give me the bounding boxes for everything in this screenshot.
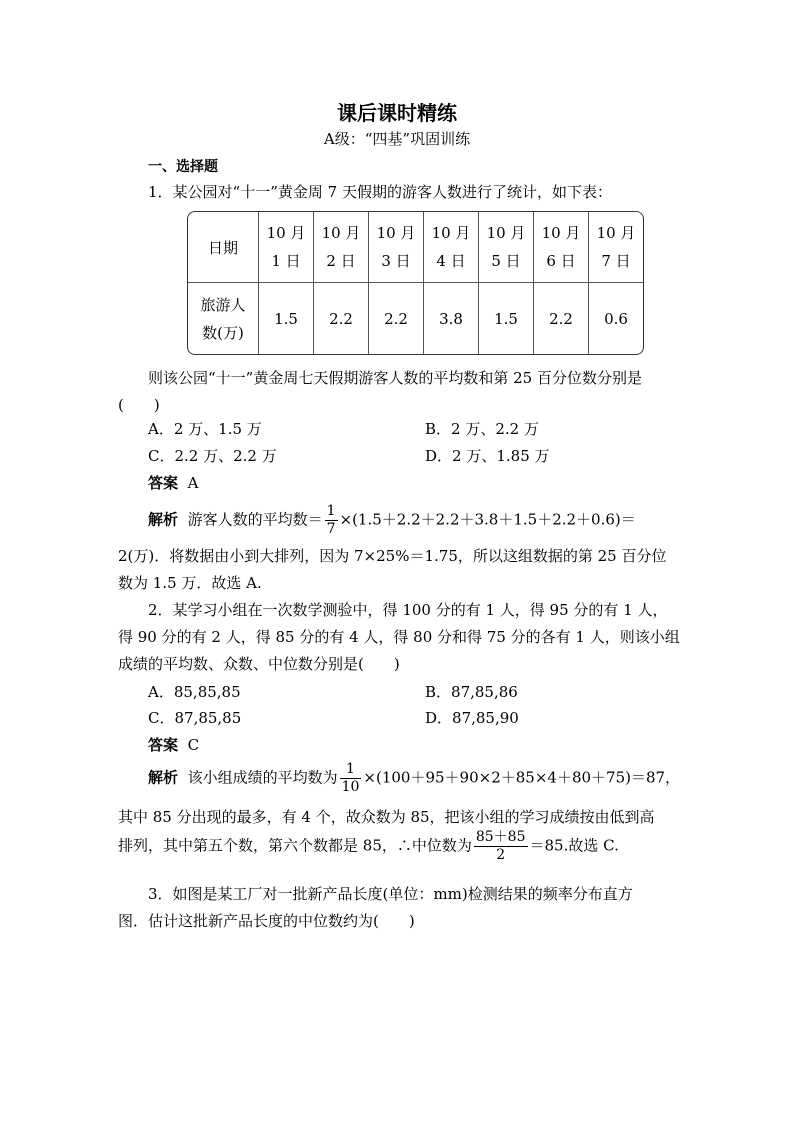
q1-analysis-line3: 数为 1.5 万．故选 A.	[118, 574, 262, 592]
table-cell: 2.2	[314, 283, 369, 354]
table-cell: 1.5	[259, 283, 314, 354]
table-cell: 1.5	[479, 283, 534, 354]
q1-option-c: C．2.2 万、2.2 万	[148, 447, 277, 465]
q1-ask-line1: 则该公园“十一”黄金周七天假期游客人数的平均数和第 25 百分位数分别是	[148, 369, 642, 387]
q2-answer	[148, 734, 199, 755]
table-cell: 2.2	[369, 283, 424, 354]
table-cell: 10 月 6 日	[534, 212, 589, 283]
analysis-label: 解析	[148, 510, 179, 529]
q1-ask-line2: ( )	[118, 396, 160, 414]
answer-label: 答案	[148, 736, 179, 754]
table-cell: 10 月 5 日	[479, 212, 534, 283]
q3-line2: 图．估计这批新产品长度的中位数约为( )	[118, 912, 415, 930]
answer-label: 答案	[148, 474, 179, 492]
q1-analysis-line1: 解析 游客人数的平均数＝ $\frac{1}{7}$ ×(1.5＋2.2＋2.2＋3.8＋1.5＋2.2＋0.6)＝	[148, 503, 636, 537]
table-cell: 10 月 1 日	[259, 212, 314, 283]
q2-option-a: A．85,85,85	[148, 683, 241, 701]
answer-value: A	[187, 474, 199, 492]
q2-line2: 得 90 分的有 2 人，得 85 分的有 4 人，得 80 分和得 75 分的各有 1 人，则该小组	[118, 628, 680, 646]
answer-value: C	[187, 736, 200, 754]
table-header-date: 日期	[188, 212, 259, 283]
table-cell: 0.6	[604, 309, 628, 328]
q2-option-d: D．87,85,90	[425, 709, 519, 727]
table-cell: 10 月 7 日	[589, 212, 643, 283]
table-row	[188, 212, 643, 283]
q1-option-a: A．2 万、1.5 万	[148, 420, 262, 438]
q1-answer	[148, 472, 198, 493]
q2-line3: 成绩的平均数、众数、中位数分别是( )	[118, 655, 400, 673]
q1-stem: 1．某公园对“十一”黄金周 7 天假期的游客人数进行了统计，如下表：	[148, 183, 612, 201]
q2-line1: 2．某学习小组在一次数学测验中，得 100 分的有 1 人，得 95 分的有 1 人，	[148, 601, 668, 619]
table-header-visitors: 旅游人 数(万)	[188, 283, 259, 354]
q1-option-b: B．2 万、2.2 万	[425, 420, 539, 438]
page-title: 课后课时精练	[337, 101, 457, 125]
table-cell: 10 月 4 日	[424, 212, 479, 283]
fraction: $\frac{1}{10}$	[341, 761, 360, 795]
analysis-label: 解析	[148, 768, 179, 787]
table-cell: 10 月 2 日	[314, 212, 369, 283]
table-cell: 10 月 3 日	[369, 212, 424, 283]
visitor-table	[187, 211, 644, 355]
q1-option-d: D．2 万、1.85 万	[425, 447, 550, 465]
q2-option-c: C．87,85,85	[148, 709, 242, 727]
page-subtitle: A级：“四基”巩固训练	[323, 130, 471, 148]
table-cell: 3.8	[424, 283, 479, 354]
table-row	[188, 283, 643, 354]
q2-option-b: B．87,85,86	[425, 683, 518, 701]
q2-analysis-line2: 其中 85 分出现的最多，有 4 个，故众数为 85，把该小组的学习成绩按由低到高	[118, 808, 655, 826]
q1-analysis-line2: 2(万)．将数据由小到大排列，因为 7×25%＝1.75，所以这组数据的第 25 百分位	[118, 547, 667, 565]
fraction: $\frac{1}{7}$	[326, 503, 336, 537]
table-cell: 2.2	[534, 283, 589, 354]
section-heading: 一、选择题	[148, 159, 218, 175]
q2-analysis-line3: 排列，其中第五个数，第六个数都是 85，∴中位数为 $\frac{85+85}{2}$ ＝85.故选 C.	[118, 829, 619, 863]
q2-analysis-line1: 解析 该小组成绩的平均数为 $\frac{1}{10}$ ×(100＋95＋90×2＋85×4＋80＋75)＝87，	[148, 761, 681, 795]
fraction: $\frac{85+85}{2}$	[475, 829, 526, 863]
q3-line1: 3．如图是某工厂对一批新产品长度(单位：mm)检测结果的频率分布直方	[148, 885, 633, 903]
